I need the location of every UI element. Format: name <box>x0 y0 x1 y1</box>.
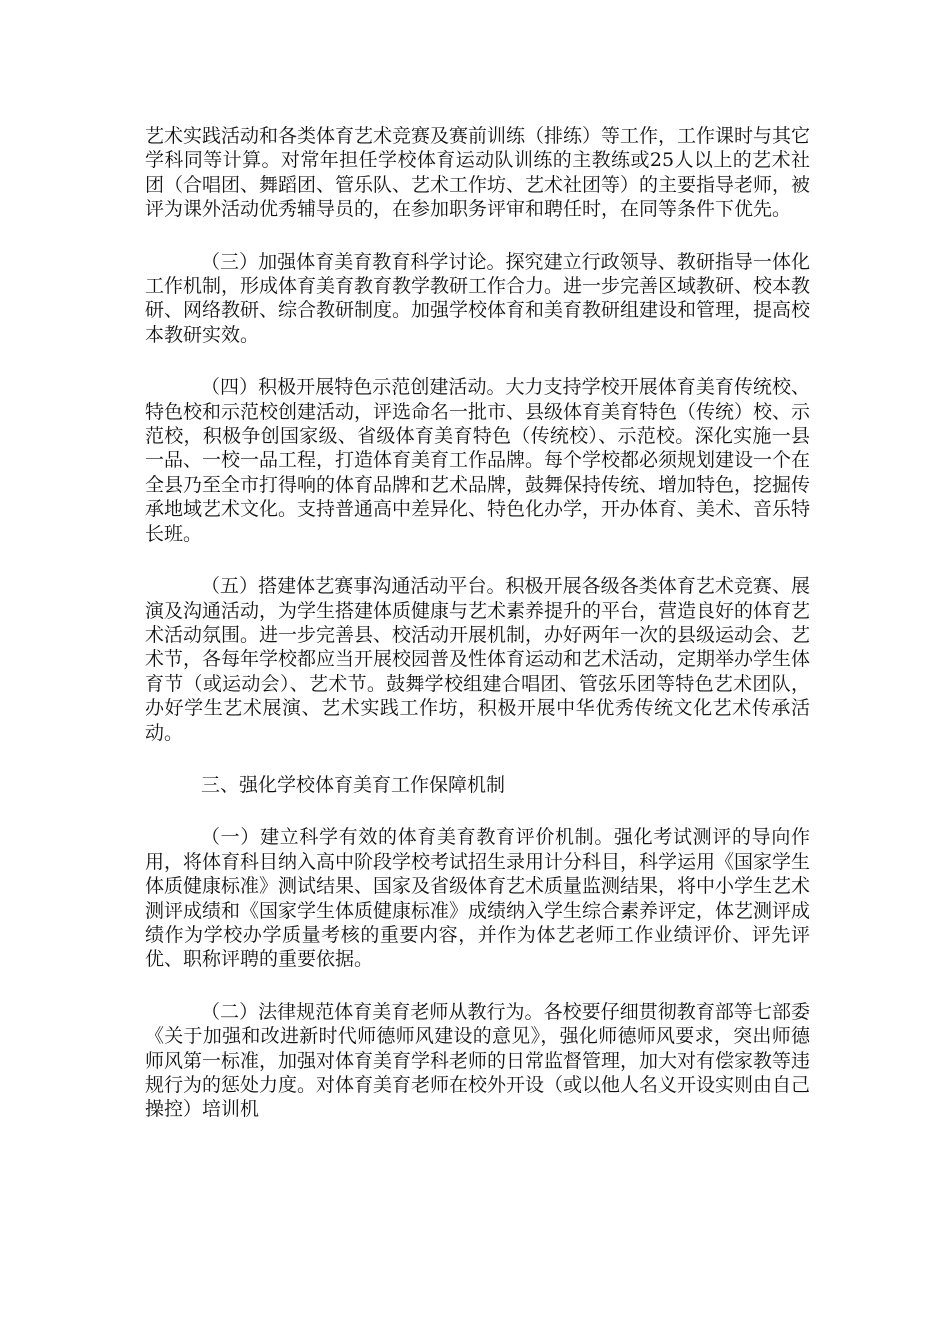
paragraph-section-5: （五）搭建体艺赛事沟通活动平台。积极开展各级各类体育艺术竞赛、展演及沟通活动，为学生搭建体质健康与艺术素养提升的平台，营造良好的体育艺术活动氛围。进一步完善县、校活动开展机制，办好两年一次的县级运动会、艺术节，各每年学校都应当开展校园普及性体育运动和艺术活动，定期举办学生体育节（或运动会）、艺术节。鼓舞学校组建合唱团、管弦乐团等特色艺术团队，办好学生艺术展演、艺术实践工作坊，积极开展中华优秀传统文化艺术传承活动。 <box>145 575 811 744</box>
section-heading: 三、强化学校体育美育工作保障机制 <box>201 773 506 796</box>
paragraph-section-3: （三）加强体育美育教育科学讨论。探究建立行政领导、教研指导一体化工作机制，形成体育美育教育教学教研工作合力。进一步完善区域教研、校本教研、网络教研、综合教研制度。加强学校体育和美育教研组建设和管理，提高校本教研实效。 <box>145 250 811 346</box>
document-body <box>145 124 810 1150</box>
paragraph-subsection-2: （二）法律规范体育美育老师从教行为。各校要仔细贯彻教育部等七部委《关于加强和改进新时代师德师风建设的意见》，强化师德师风要求，突出师德师风第一标准，加强对体育美育学科老师的日常监督管理，加大对有偿家教等违规行为的惩处力度。对体育美育老师在校外开设（或以他人名义开设实则由自己操控）培训机 <box>145 1000 811 1121</box>
paragraph-subsection-1: （一）建立科学有效的体育美育教育评价机制。强化考试测评的导向作用，将体育科目纳入高中阶段学校考试招生录用计分科目，科学运用《国家学生体质健康标准》测试结果、国家及省级体育艺术质量监测结果，将中小学生艺术测评成绩和《国家学生体质健康标准》成绩纳入学生综合素养评定，体艺测评成绩作为学校办学质量考核的重要内容，并作为体艺老师工作业绩评价、评先评优、职称评聘的重要依据。 <box>145 826 811 971</box>
paragraph-section-4: （四）积极开展特色示范创建活动。大力支持学校开展体育美育传统校、特色校和示范校创建活动，评选命名一批市、县级体育美育特色（传统）校、示范校，积极争创国家级、省级体育美育特色（传统校）、示范校。深化实施一县一品、一校一品工程，打造体育美育工作品牌。每个学校都必须规划建设一个在全县乃至全市打得响的体育品牌和艺术品牌，鼓舞保持传统、增加特色，挖掘传承地域艺术文化。支持普通高中差异化、特色化办学，开办体育、美术、音乐特长班。 <box>145 376 811 545</box>
paragraph-continuation: 艺术实践活动和各类体育艺术竞赛及赛前训练（排练）等工作，工作课时与其它学科同等计算。对常年担任学校体育运动队训练的主教练或25人以上的艺术社团（合唱团、舞蹈团、管乐队、艺术工作坊、艺术社团等）的主要指导老师，被评为课外活动优秀辅导员的，在参加职务评审和聘任时，在同等条件下优先。 <box>145 125 811 221</box>
